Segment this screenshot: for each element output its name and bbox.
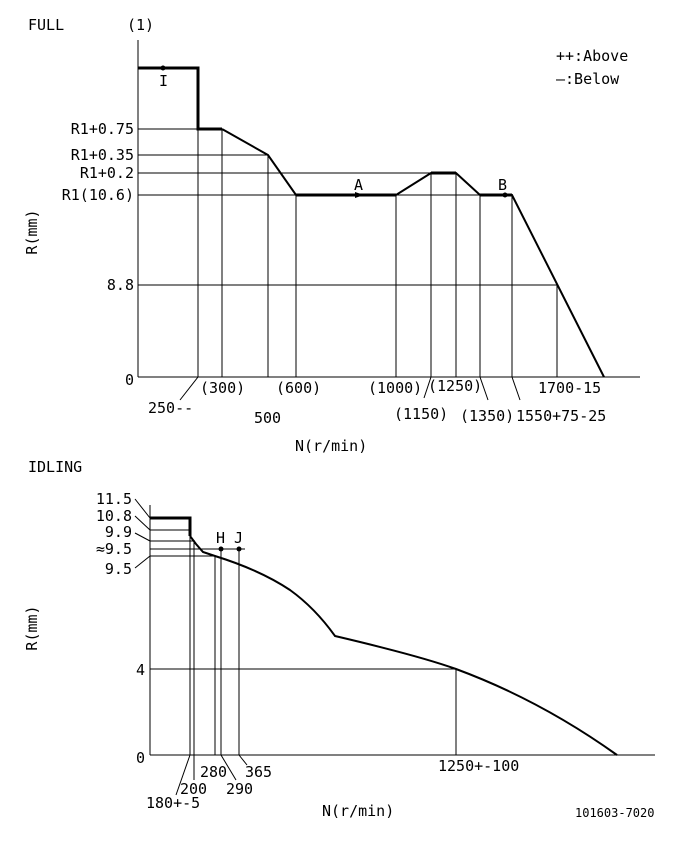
- full-index: (1): [127, 16, 155, 34]
- full-leader-250: [180, 377, 198, 400]
- marker-i-dot: [161, 66, 166, 71]
- full-xlabel: N(r/min): [295, 437, 368, 455]
- idling-ytick-approx-9-5: ≈9.5: [95, 540, 132, 558]
- idling-xtick-365: 365: [245, 763, 273, 781]
- idling-ytick-11-5: 11.5: [95, 490, 132, 508]
- idling-ytick-10-8: 10.8: [95, 507, 132, 525]
- full-xtick-1350: (1350): [460, 407, 515, 425]
- idling-xlabel: N(r/min): [322, 802, 395, 820]
- idling-ylabel: R(mm): [23, 605, 41, 651]
- full-ytick-8-8: 8.8: [106, 276, 134, 294]
- marker-b: B: [498, 176, 508, 194]
- full-ytick-r1-02: R1+0.2: [79, 164, 134, 182]
- idling-xtick-290: 290: [226, 780, 254, 798]
- idling-title: IDLING: [28, 458, 83, 476]
- full-xtick-1250: (1250): [428, 377, 483, 395]
- full-ytick-0: 0: [124, 371, 134, 389]
- full-start-step: [138, 68, 222, 129]
- idling-leader-11-5: [135, 499, 150, 518]
- full-ytick-r1-035: R1+0.35: [70, 146, 134, 164]
- full-xtick-500: 500: [254, 409, 282, 427]
- full-ytick-r1: R1(10.6): [61, 186, 134, 204]
- marker-i: I: [159, 72, 169, 90]
- idling-ytick-9-5: 9.5: [104, 560, 132, 578]
- legend-above: ++:Above: [556, 47, 629, 65]
- full-xtick-1550: 1550+75-25: [516, 407, 607, 425]
- full-ylabel: R(mm): [23, 209, 41, 255]
- idling-xtick-200: 200: [180, 780, 208, 798]
- idling-xtick-1250: 1250+-100: [438, 757, 520, 775]
- idling-ytick-4: 4: [135, 661, 145, 679]
- idling-leader-9-5: [135, 556, 150, 568]
- idling-governor-curve: [190, 536, 617, 755]
- full-xtick-600: (600): [276, 379, 322, 397]
- full-xtick-1150: (1150): [394, 405, 449, 423]
- marker-h-dot: [219, 547, 224, 552]
- idling-leader-9-9: [135, 533, 150, 541]
- full-xtick-300: (300): [200, 379, 246, 397]
- marker-j-dot: [237, 547, 242, 552]
- idling-ytick-0: 0: [135, 749, 145, 767]
- marker-h: H: [216, 529, 226, 547]
- idling-ytick-9-9: 9.9: [104, 523, 132, 541]
- idling-leader-10-8: [135, 516, 150, 530]
- full-xtick-1700: 1700-15: [538, 379, 602, 397]
- idling-start-step: [150, 518, 190, 536]
- legend-below: —:Below: [556, 70, 620, 88]
- marker-a: A: [354, 176, 364, 194]
- full-xtick-1000: (1000): [368, 379, 423, 397]
- marker-j: J: [234, 529, 244, 547]
- full-governor-curve: [222, 129, 604, 377]
- full-leader-1550: [512, 377, 520, 400]
- drawing-code: 101603-7020: [575, 806, 655, 820]
- idling-xtick-280: 280: [200, 763, 228, 781]
- full-title: FULL: [28, 16, 65, 34]
- idling-xtick-180: 180+-5: [146, 794, 201, 812]
- full-ytick-r1-075: R1+0.75: [70, 120, 134, 138]
- full-xtick-250: 250--: [148, 399, 194, 417]
